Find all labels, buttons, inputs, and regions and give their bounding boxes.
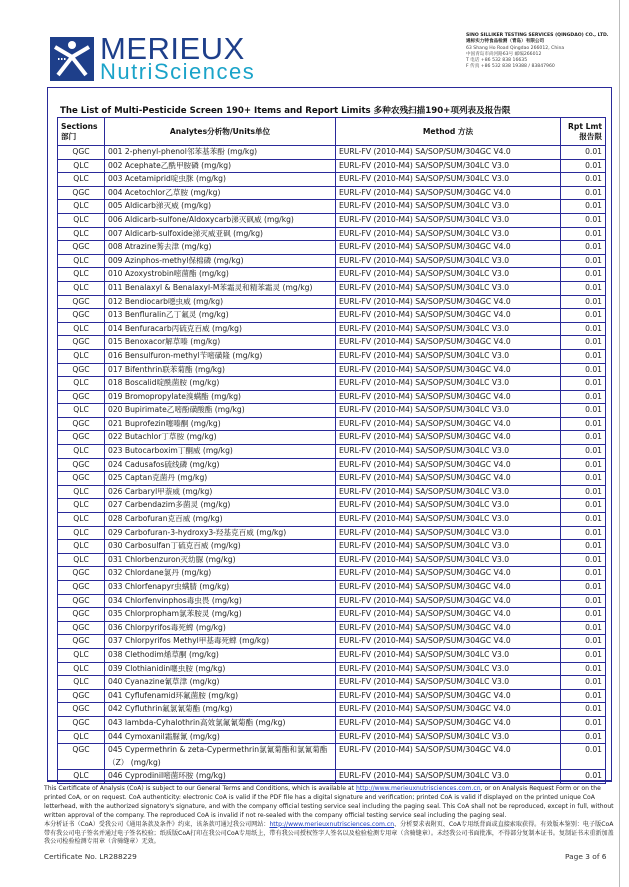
rpt-lmt-cell: 0.01 xyxy=(561,621,606,635)
section-cell: QLC xyxy=(58,553,105,567)
table-row xyxy=(58,581,606,595)
analyte-cell: 041 Cyflufenamid环氟菌胺 (mg/kg) xyxy=(105,689,336,703)
table-row xyxy=(58,200,606,214)
col-analytes: Analytes分析物/Units单位 xyxy=(105,118,336,146)
table-row xyxy=(58,594,606,608)
rpt-lmt-cell: 0.01 xyxy=(561,159,606,173)
section-cell: QGC xyxy=(58,241,105,255)
table-row xyxy=(58,363,606,377)
disclaimer-en-2: , or on Analysis Request Form or on the printed CoA, or on request. CoA authenticity: electronic CoA is valid if the PDF file has a digital signature and verification; printed CoA is valid if displayed on the printed unique CoA letterhead, with the authorized signatory's signature, and with the company official testing service seal including the paging seal. This CoA shall not be reproduced, except in full, without written approval of the company. The reproduced CoA is invalid if not re-sealed with the company official testing service seal including the paging seal. xyxy=(44,785,614,819)
col-sections: Sections 部门 xyxy=(58,118,105,146)
table-row xyxy=(58,472,606,486)
method-cell: EURL-FV (2010-M4) SA/SOP/SUM/304GC V4.0 xyxy=(336,594,561,608)
method-cell: EURL-FV (2010-M4) SA/SOP/SUM/304LC V3.0 xyxy=(336,730,561,744)
analyte-cell: 028 Carbofuran克百威 (mg/kg) xyxy=(105,513,336,527)
rpt-lmt-cell: 0.01 xyxy=(561,770,606,784)
rpt-lmt-cell: 0.01 xyxy=(561,676,606,690)
company-name-en: SINO SILLIKER TESTING SERVICES (QINGDAO) CO., LTD. xyxy=(466,33,609,38)
analyte-cell: 023 Butocarboxim丁酮威 (mg/kg) xyxy=(105,445,336,459)
analyte-cell: 017 Bifenthrin联苯菊酯 (mg/kg) xyxy=(105,363,336,377)
analyte-cell: 039 Clothianidin噻虫胺 (mg/kg) xyxy=(105,662,336,676)
rpt-lmt-cell: 0.01 xyxy=(561,173,606,187)
table-row xyxy=(58,648,606,662)
table-row xyxy=(58,744,606,770)
section-cell: QLC xyxy=(58,662,105,676)
analyte-cell: 011 Benalaxyl & Benalaxyl-M苯霜灵和精苯霜灵 (mg/kg) xyxy=(105,281,336,295)
method-cell: EURL-FV (2010-M4) SA/SOP/SUM/304GC V4.0 xyxy=(336,390,561,404)
analyte-cell: 014 Benfuracarb丙硫克百威 (mg/kg) xyxy=(105,322,336,336)
method-cell: EURL-FV (2010-M4) SA/SOP/SUM/304GC V4.0 xyxy=(336,635,561,649)
method-cell: EURL-FV (2010-M4) SA/SOP/SUM/304LC V3.0 xyxy=(336,648,561,662)
analyte-cell: 043 lambda-Cyhalothrin高效氯氟氰菊酯 (mg/kg) xyxy=(105,716,336,730)
table-row xyxy=(58,268,606,282)
analyte-cell: 001 2-phenyl-phenol邻苯基苯酚 (mg/kg) xyxy=(105,146,336,160)
rpt-lmt-cell: 0.01 xyxy=(561,567,606,581)
analyte-cell: 027 Carbendazim多菌灵 (mg/kg) xyxy=(105,499,336,513)
section-cell: QGC xyxy=(58,594,105,608)
analyte-cell: 037 Chlorpyrifos Methyl甲基毒死蜱 (mg/kg) xyxy=(105,635,336,649)
table-row xyxy=(58,485,606,499)
table-row xyxy=(58,349,606,363)
section-cell: QGC xyxy=(58,703,105,717)
rpt-lmt-cell: 0.01 xyxy=(561,553,606,567)
rpt-lmt-cell: 0.01 xyxy=(561,662,606,676)
table-row xyxy=(58,445,606,459)
method-cell: EURL-FV (2010-M4) SA/SOP/SUM/304GC V4.0 xyxy=(336,186,561,200)
section-cell: QGC xyxy=(58,363,105,377)
method-cell: EURL-FV (2010-M4) SA/SOP/SUM/304LC V3.0 xyxy=(336,485,561,499)
analyte-cell: 036 Chlorpyrifos毒死蜱 (mg/kg) xyxy=(105,621,336,635)
rpt-lmt-cell: 0.01 xyxy=(561,268,606,282)
section-cell: QLC xyxy=(58,513,105,527)
address-en: 63 Shang Ho Road Qingdao 266012, China xyxy=(466,45,565,51)
method-cell: EURL-FV (2010-M4) SA/SOP/SUM/304GC V4.0 xyxy=(336,309,561,323)
method-cell: EURL-FV (2010-M4) SA/SOP/SUM/304LC V3.0 xyxy=(336,377,561,391)
table-row xyxy=(58,159,606,173)
section-cell: QLC xyxy=(58,281,105,295)
rpt-lmt-cell: 0.01 xyxy=(561,716,606,730)
table-row xyxy=(58,322,606,336)
rpt-lmt-cell: 0.01 xyxy=(561,404,606,418)
rpt-lmt-cell: 0.01 xyxy=(561,445,606,459)
section-cell: QLC xyxy=(58,445,105,459)
analyte-cell: 003 Acetamiprid啶虫脒 (mg/kg) xyxy=(105,173,336,187)
table-row xyxy=(58,621,606,635)
method-cell: EURL-FV (2010-M4) SA/SOP/SUM/304LC V3.0 xyxy=(336,349,561,363)
analyte-cell: 005 Aldicarb涕灭威 (mg/kg) xyxy=(105,200,336,214)
rpt-lmt-cell: 0.01 xyxy=(561,363,606,377)
section-cell: QLC xyxy=(58,213,105,227)
analyte-cell: 010 Azoxystrobin嘧菌酯 (mg/kg) xyxy=(105,268,336,282)
method-cell: EURL-FV (2010-M4) SA/SOP/SUM/304LC V3.0 xyxy=(336,540,561,554)
section-cell: QGC xyxy=(58,458,105,472)
table-row xyxy=(58,458,606,472)
section-cell: QGC xyxy=(58,390,105,404)
method-cell: EURL-FV (2010-M4) SA/SOP/SUM/304GC V4.0 xyxy=(336,703,561,717)
section-cell: QLC xyxy=(58,526,105,540)
section-cell: QLC xyxy=(58,648,105,662)
rpt-lmt-cell: 0.01 xyxy=(561,581,606,595)
method-cell: EURL-FV (2010-M4) SA/SOP/SUM/304GC V4.0 xyxy=(336,567,561,581)
method-cell: EURL-FV (2010-M4) SA/SOP/SUM/304LC V3.0 xyxy=(336,526,561,540)
method-cell: EURL-FV (2010-M4) SA/SOP/SUM/304LC V3.0 xyxy=(336,254,561,268)
analyte-cell: 008 Atrazine莠去津 (mg/kg) xyxy=(105,241,336,255)
section-cell: QGC xyxy=(58,431,105,445)
col-rpt-lmt: Rpt Lmt 报告限 xyxy=(561,118,606,146)
section-cell: QLC xyxy=(58,322,105,336)
table-row xyxy=(58,186,606,200)
rpt-lmt-cell: 0.01 xyxy=(561,213,606,227)
table-row xyxy=(58,689,606,703)
rpt-lmt-cell: 0.01 xyxy=(561,390,606,404)
section-cell: QGC xyxy=(58,186,105,200)
section-cell: QGC xyxy=(58,567,105,581)
certificate-number: Certificate No. LR288229 xyxy=(44,852,137,861)
section-cell: QLC xyxy=(58,227,105,241)
section-cell: QLC xyxy=(58,268,105,282)
company-name-cn: 通标实力特食品检测（青岛）有限公司 xyxy=(466,39,545,45)
method-cell: EURL-FV (2010-M4) SA/SOP/SUM/304LC V3.0 xyxy=(336,173,561,187)
method-cell: EURL-FV (2010-M4) SA/SOP/SUM/304GC V4.0 xyxy=(336,581,561,595)
method-cell: EURL-FV (2010-M4) SA/SOP/SUM/304LC V3.0 xyxy=(336,676,561,690)
table-row xyxy=(58,417,606,431)
section-cell: QLC xyxy=(58,200,105,214)
section-cell: QGC xyxy=(58,608,105,622)
website-link-cn[interactable]: http://www.merieuxnutrisciences.com.cn xyxy=(269,820,395,828)
table-row xyxy=(58,281,606,295)
analyte-cell: 007 Aldicarb-sulfoxide涕灭威亚砜 (mg/kg) xyxy=(105,227,336,241)
disclaimer-cn-2: 、分析要求表附页、CoA专用纸背面或直接索取获得。有效版本鉴别：电子版CoA带有我公司电子签名并通过电子签名校验；纸质版CoA打印在我公司CoA专用纸上，带有我公司授权签字人签名以及检验检测专用章（含骑缝章）。未经我公司书面批准，不得部分复制本证书。复制证书未重新加盖我公司检验检测专用章（含骑缝章）无效。 xyxy=(44,820,614,846)
table-row xyxy=(58,540,606,554)
rpt-lmt-cell: 0.01 xyxy=(561,186,606,200)
table-row xyxy=(58,676,606,690)
analyte-cell: 033 Chlorfenapyr虫螨腈 (mg/kg) xyxy=(105,581,336,595)
disclaimer-cn-1: 本分析证书（CoA）受我公司《通用条款及条件》约束，该条款可通过我公司网站： xyxy=(44,820,270,828)
method-cell: EURL-FV (2010-M4) SA/SOP/SUM/304LC V3.0 xyxy=(336,268,561,282)
analyte-cell: 022 Butachlor丁草胺 (mg/kg) xyxy=(105,431,336,445)
logo-text-nutrisciences: NutriSciences xyxy=(100,59,256,84)
rpt-lmt-cell: 0.01 xyxy=(561,635,606,649)
section-cell: QGC xyxy=(58,635,105,649)
table-row xyxy=(58,730,606,744)
method-cell: EURL-FV (2010-M4) SA/SOP/SUM/304LC V3.0 xyxy=(336,662,561,676)
analyte-cell: 038 Clethodim烯草酮 (mg/kg) xyxy=(105,648,336,662)
method-cell: EURL-FV (2010-M4) SA/SOP/SUM/304GC V4.0 xyxy=(336,363,561,377)
section-cell: QLC xyxy=(58,499,105,513)
table-row xyxy=(58,146,606,160)
table-row xyxy=(58,404,606,418)
analyte-cell: 009 Azinphos-methyl保棉磷 (mg/kg) xyxy=(105,254,336,268)
analyte-cell: 013 Benfluralin乙丁氟灵 (mg/kg) xyxy=(105,309,336,323)
analyte-cell: 040 Cyanazine氰草津 (mg/kg) xyxy=(105,676,336,690)
method-cell: EURL-FV (2010-M4) SA/SOP/SUM/304GC V4.0 xyxy=(336,431,561,445)
analyte-cell: 034 Chlorfenvinphos毒虫畏 (mg/kg) xyxy=(105,594,336,608)
table-row xyxy=(58,295,606,309)
pesticide-table xyxy=(57,117,606,784)
table-row xyxy=(58,662,606,676)
table-row xyxy=(58,309,606,323)
analyte-cell: 016 Bensulfuron-methyl苄嘧磺隆 (mg/kg) xyxy=(105,349,336,363)
analyte-cell: 015 Benoxacor解草嗪 (mg/kg) xyxy=(105,336,336,350)
section-cell: QGC xyxy=(58,146,105,160)
section-cell: QLC xyxy=(58,730,105,744)
method-cell: EURL-FV (2010-M4) SA/SOP/SUM/304GC V4.0 xyxy=(336,608,561,622)
table-row xyxy=(58,567,606,581)
disclaimer-en-1: This Certificate of Analysis (CoA) is subject to our General Terms and Conditions, which is available at xyxy=(44,785,356,792)
website-link[interactable]: http://www.merieuxnutrisciences.com.cn xyxy=(355,785,481,792)
section-cell: QGC xyxy=(58,744,105,770)
analyte-cell: 026 Carbaryl甲萘威 (mg/kg) xyxy=(105,485,336,499)
method-cell: EURL-FV (2010-M4) SA/SOP/SUM/304LC V3.0 xyxy=(336,213,561,227)
method-cell: EURL-FV (2010-M4) SA/SOP/SUM/304LC V3.0 xyxy=(336,281,561,295)
table-row xyxy=(58,431,606,445)
rpt-lmt-cell: 0.01 xyxy=(561,648,606,662)
method-cell: EURL-FV (2010-M4) SA/SOP/SUM/304GC V4.0 xyxy=(336,295,561,309)
page-edge xyxy=(619,0,620,887)
analyte-cell: 035 Chlorpropham氯苯胺灵 (mg/kg) xyxy=(105,608,336,622)
section-cell: QLC xyxy=(58,173,105,187)
rpt-lmt-cell: 0.01 xyxy=(561,309,606,323)
analyte-cell: 031 Chlorbenzuron灭幼脲 (mg/kg) xyxy=(105,553,336,567)
section-cell: QGC xyxy=(58,472,105,486)
analyte-cell: 025 Captan克菌丹 (mg/kg) xyxy=(105,472,336,486)
method-cell: EURL-FV (2010-M4) SA/SOP/SUM/304LC V3.0 xyxy=(336,227,561,241)
rpt-lmt-cell: 0.01 xyxy=(561,431,606,445)
section-cell: QGC xyxy=(58,716,105,730)
table-row xyxy=(58,499,606,513)
section-cell: QGC xyxy=(58,417,105,431)
rpt-lmt-cell: 0.01 xyxy=(561,322,606,336)
table-row xyxy=(58,227,606,241)
method-cell: EURL-FV (2010-M4) SA/SOP/SUM/304LC V3.0 xyxy=(336,200,561,214)
page-number: Page 3 of 6 xyxy=(565,852,607,861)
method-cell: EURL-FV (2010-M4) SA/SOP/SUM/304LC V3.0 xyxy=(336,445,561,459)
address-cn: 中国青岛市尚河路63号 邮编266012 xyxy=(466,51,542,57)
method-cell: EURL-FV (2010-M4) SA/SOP/SUM/304GC V4.0 xyxy=(336,146,561,160)
analyte-cell: 021 Buprofezin噻嗪酮 (mg/kg) xyxy=(105,417,336,431)
table-row xyxy=(58,213,606,227)
rpt-lmt-cell: 0.01 xyxy=(561,744,606,770)
section-cell: QGC xyxy=(58,336,105,350)
section-cell: QGC xyxy=(58,309,105,323)
analyte-cell: 046 Cyprodinil嘧菌环胺 (mg/kg) xyxy=(105,770,336,784)
section-cell: QLC xyxy=(58,254,105,268)
analyte-cell: 044 Cymoxanil霜脲氰 (mg/kg) xyxy=(105,730,336,744)
analyte-cell: 024 Cadusafos硫线磷 (mg/kg) xyxy=(105,458,336,472)
method-cell: EURL-FV (2010-M4) SA/SOP/SUM/304GC V4.0 xyxy=(336,689,561,703)
section-cell: QGC xyxy=(58,621,105,635)
rpt-lmt-cell: 0.01 xyxy=(561,295,606,309)
method-cell: EURL-FV (2010-M4) SA/SOP/SUM/304GC V4.0 xyxy=(336,744,561,770)
rpt-lmt-cell: 0.01 xyxy=(561,608,606,622)
rpt-lmt-cell: 0.01 xyxy=(561,540,606,554)
analyte-cell: 042 Cyfluthrin氟氯氰菊酯 (mg/kg) xyxy=(105,703,336,717)
method-cell: EURL-FV (2010-M4) SA/SOP/SUM/304GC V4.0 xyxy=(336,472,561,486)
section-cell: QLC xyxy=(58,676,105,690)
table-row xyxy=(58,553,606,567)
analyte-cell: 020 Bupirimate乙嘧酚磺酸酯 (mg/kg) xyxy=(105,404,336,418)
rpt-lmt-cell: 0.01 xyxy=(561,485,606,499)
table-row xyxy=(58,716,606,730)
analyte-cell: 002 Acephate乙酰甲胺磷 (mg/kg) xyxy=(105,159,336,173)
analyte-cell: 030 Carbosulfan丁硫克百威 (mg/kg) xyxy=(105,540,336,554)
rpt-lmt-cell: 0.01 xyxy=(561,703,606,717)
table-row xyxy=(58,173,606,187)
table-row xyxy=(58,703,606,717)
table-row xyxy=(58,526,606,540)
analyte-cell: 045 Cypermethrin & zeta-Cypermethrin氯氰菊酯和氯氰菊酯（Z） (mg/kg) xyxy=(105,744,336,770)
rpt-lmt-cell: 0.01 xyxy=(561,499,606,513)
method-cell: EURL-FV (2010-M4) SA/SOP/SUM/304LC V3.0 xyxy=(336,770,561,784)
logo-figure-icon xyxy=(50,37,94,81)
rpt-lmt-cell: 0.01 xyxy=(561,730,606,744)
method-cell: EURL-FV (2010-M4) SA/SOP/SUM/304LC V3.0 xyxy=(336,513,561,527)
rpt-lmt-cell: 0.01 xyxy=(561,594,606,608)
analyte-cell: 032 Chlordane氯丹 (mg/kg) xyxy=(105,567,336,581)
rpt-lmt-cell: 0.01 xyxy=(561,472,606,486)
fax: F 传真 +86 532 838 19388 / 83847960 xyxy=(466,64,555,70)
logo-text-merieux: MERIEUX xyxy=(100,31,245,66)
table-row xyxy=(58,336,606,350)
rpt-lmt-cell: 0.01 xyxy=(561,281,606,295)
rpt-lmt-cell: 0.01 xyxy=(561,377,606,391)
section-cell: QLC xyxy=(58,540,105,554)
analyte-cell: 018 Boscalid啶酰菌胺 (mg/kg) xyxy=(105,377,336,391)
method-cell: EURL-FV (2010-M4) SA/SOP/SUM/304GC V4.0 xyxy=(336,621,561,635)
rpt-lmt-cell: 0.01 xyxy=(561,349,606,363)
method-cell: EURL-FV (2010-M4) SA/SOP/SUM/304GC V4.0 xyxy=(336,241,561,255)
method-cell: EURL-FV (2010-M4) SA/SOP/SUM/304GC V4.0 xyxy=(336,336,561,350)
section-cell: QLC xyxy=(58,377,105,391)
rpt-lmt-cell: 0.01 xyxy=(561,417,606,431)
analyte-cell: 012 Bendiocarb噁虫威 (mg/kg) xyxy=(105,295,336,309)
footer-disclaimer xyxy=(44,785,614,847)
analyte-cell: 019 Bromopropylate溴螨酯 (mg/kg) xyxy=(105,390,336,404)
table-row xyxy=(58,390,606,404)
table-row xyxy=(58,241,606,255)
table-row xyxy=(58,377,606,391)
rpt-lmt-cell: 0.01 xyxy=(561,146,606,160)
section-cell: QGC xyxy=(58,295,105,309)
method-cell: EURL-FV (2010-M4) SA/SOP/SUM/304LC V3.0 xyxy=(336,404,561,418)
method-cell: EURL-FV (2010-M4) SA/SOP/SUM/304LC V3.0 xyxy=(336,159,561,173)
method-cell: EURL-FV (2010-M4) SA/SOP/SUM/304GC V4.0 xyxy=(336,458,561,472)
table-row xyxy=(58,608,606,622)
rpt-lmt-cell: 0.01 xyxy=(561,227,606,241)
table-row xyxy=(58,513,606,527)
analyte-cell: 006 Aldicarb-sulfone/Aldoxycarb涕灭砜威 (mg/kg) xyxy=(105,213,336,227)
document-title: The List of Multi-Pesticide Screen 190+ Items and Report Limits 多种农残扫描190+项列表及报告限 xyxy=(60,106,511,116)
section-cell: QGC xyxy=(58,581,105,595)
rpt-lmt-cell: 0.01 xyxy=(561,526,606,540)
rpt-lmt-cell: 0.01 xyxy=(561,336,606,350)
company-address xyxy=(466,33,609,71)
method-cell: EURL-FV (2010-M4) SA/SOP/SUM/304GC V4.0 xyxy=(336,417,561,431)
section-cell: QGC xyxy=(58,689,105,703)
rpt-lmt-cell: 0.01 xyxy=(561,254,606,268)
rpt-lmt-cell: 0.01 xyxy=(561,458,606,472)
table-row xyxy=(58,635,606,649)
method-cell: EURL-FV (2010-M4) SA/SOP/SUM/304LC V3.0 xyxy=(336,553,561,567)
telephone: T 电话 +86 532 838 16635 xyxy=(466,58,528,64)
method-cell: EURL-FV (2010-M4) SA/SOP/SUM/304GC V4.0 xyxy=(336,716,561,730)
merieux-logo xyxy=(50,31,256,84)
section-cell: QLC xyxy=(58,485,105,499)
section-cell: QLC xyxy=(58,159,105,173)
analyte-cell: 029 Carbofuran-3-hydroxy3-羟基克百威 (mg/kg) xyxy=(105,526,336,540)
section-cell: QLC xyxy=(58,349,105,363)
method-cell: EURL-FV (2010-M4) SA/SOP/SUM/304LC V3.0 xyxy=(336,499,561,513)
analyte-cell: 004 Acetochlor乙草胺 (mg/kg) xyxy=(105,186,336,200)
table-row xyxy=(58,770,606,784)
col-method: Method 方法 xyxy=(336,118,561,146)
rpt-lmt-cell: 0.01 xyxy=(561,241,606,255)
section-cell: QLC xyxy=(58,770,105,784)
rpt-lmt-cell: 0.01 xyxy=(561,200,606,214)
method-cell: EURL-FV (2010-M4) SA/SOP/SUM/304LC V3.0 xyxy=(336,322,561,336)
section-cell: QLC xyxy=(58,404,105,418)
table-header xyxy=(58,118,606,146)
rpt-lmt-cell: 0.01 xyxy=(561,513,606,527)
table-row xyxy=(58,254,606,268)
rpt-lmt-cell: 0.01 xyxy=(561,689,606,703)
